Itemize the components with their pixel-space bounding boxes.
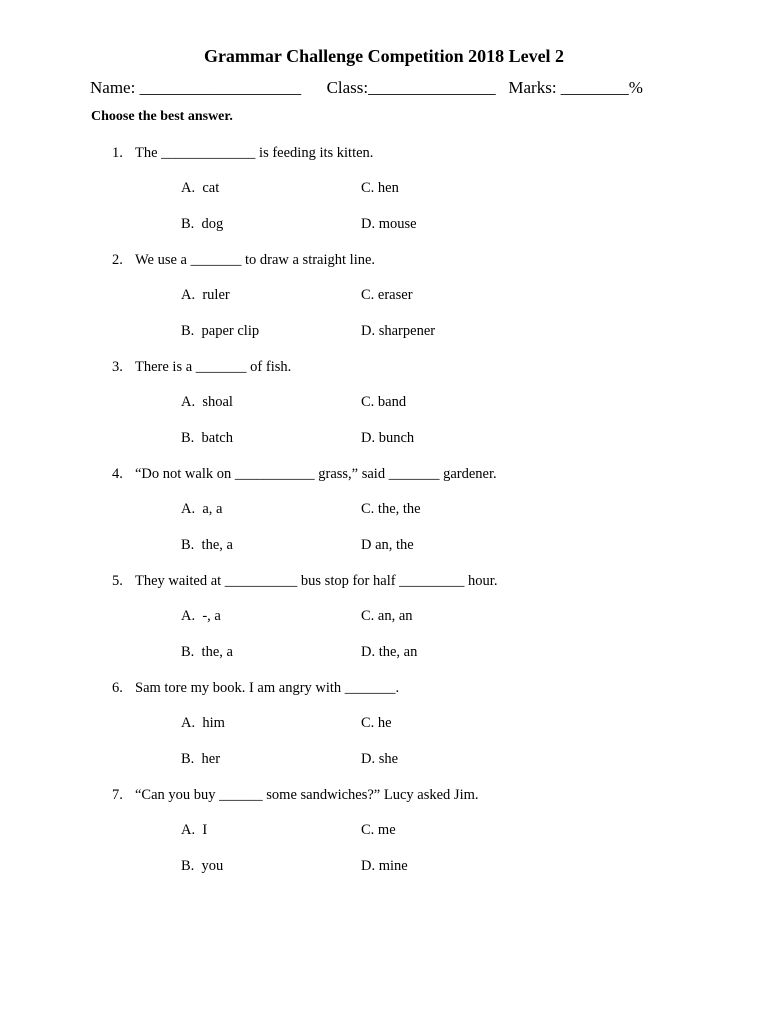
question-text: They waited at __________ bus stop for half _________ hour. (135, 573, 498, 589)
class-field-label: Class:_______________ (326, 78, 496, 97)
question-6 (0, 680, 768, 790)
question-text: “Can you buy ______ some sandwiches?” Lucy asked Jim. (135, 787, 479, 803)
option-a: A. a, a (181, 501, 223, 517)
option-b: B. the, a (181, 644, 233, 660)
option-c: C. an, an (361, 608, 413, 624)
option-d: D. mouse (361, 216, 417, 232)
option-a: A. I (181, 822, 208, 838)
question-text: We use a _______ to draw a straight line. (135, 252, 376, 268)
option-b: B. the, a (181, 537, 233, 553)
question-text: Sam tore my book. I am angry with _______. (135, 680, 400, 696)
option-a: A. ruler (181, 287, 230, 303)
option-b: B. batch (181, 430, 233, 446)
question-number: 1. (112, 145, 123, 161)
question-2 (0, 252, 768, 362)
question-number: 2. (112, 252, 123, 268)
option-b: B. her (181, 751, 221, 767)
option-b: B. you (181, 858, 224, 874)
question-number: 7. (112, 787, 123, 803)
option-b: B. dog (181, 216, 224, 232)
option-d: D. she (361, 751, 399, 767)
option-a: A. cat (181, 180, 220, 196)
option-b: B. paper clip (181, 323, 260, 339)
question-number: 4. (112, 466, 123, 482)
option-d: D. bunch (361, 430, 415, 446)
question-number: 5. (112, 573, 123, 589)
question-text: The _____________ is feeding its kitten. (135, 145, 374, 161)
option-c: C. band (361, 394, 407, 410)
option-d: D. mine (361, 858, 408, 874)
question-7 (0, 787, 768, 897)
marks-field-label: Marks: ________% (508, 78, 643, 97)
question-3 (0, 359, 768, 469)
option-c: C. hen (361, 180, 399, 196)
page-title: Grammar Challenge Competition 2018 Level 2 (203, 46, 565, 66)
option-d: D. the, an (361, 644, 418, 660)
option-a: A. -, a (181, 608, 221, 624)
option-c: C. the, the (361, 501, 421, 517)
question-1 (0, 145, 768, 255)
name-field-label: Name: ___________________ (90, 78, 302, 97)
option-a: A. shoal (181, 394, 233, 410)
option-d: D. sharpener (361, 323, 436, 339)
option-c: C. eraser (361, 287, 413, 303)
question-text: There is a _______ of fish. (135, 359, 292, 375)
option-d: D an, the (361, 537, 414, 553)
question-text: “Do not walk on ___________ grass,” said _______ gardener. (135, 466, 497, 482)
student-info-line (90, 78, 643, 98)
instructions: Choose the best answer. (91, 109, 233, 124)
question-4 (0, 466, 768, 576)
question-5 (0, 573, 768, 683)
question-number: 3. (112, 359, 123, 375)
option-c: C. me (361, 822, 396, 838)
question-number: 6. (112, 680, 123, 696)
option-a: A. him (181, 715, 225, 731)
option-c: C. he (361, 715, 392, 731)
